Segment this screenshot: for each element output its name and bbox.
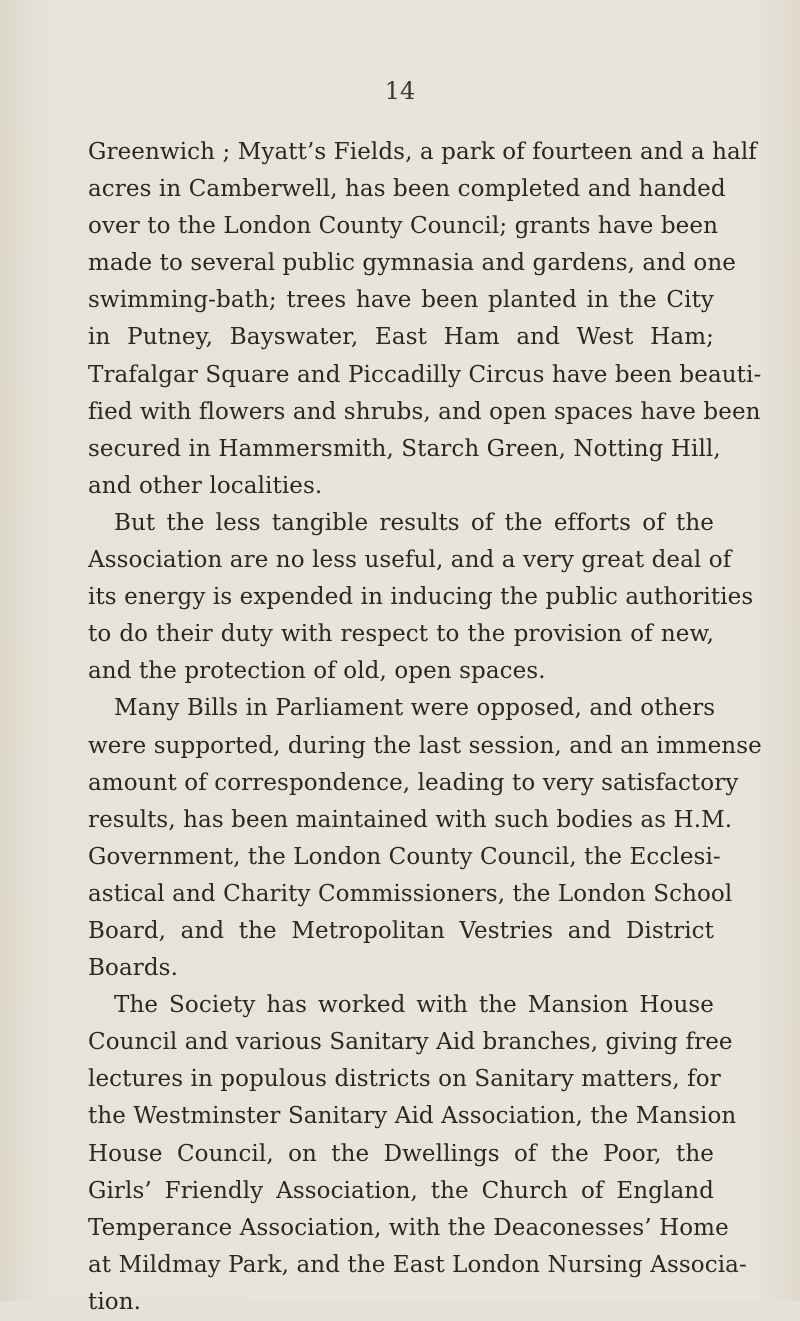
text-line: Trafalgar Square and Piccadilly Circus have been beauti- [88,361,762,388]
text-line: lectures in populous districts on Sanitary matters, for [88,1066,721,1093]
text-line: House Council, on the Dwellings of the Poor, the [88,1140,714,1167]
text-line: amount of correspondence, leading to very satisfactory [88,769,739,796]
text-line: to do their duty with respect to the provision of new, [88,621,714,648]
text-line: Government, the London County Council, the Ecclesi- [88,843,721,870]
text-line: and other localities. [88,472,323,499]
text-line: Girls’ Friendly Association, the Church of England [88,1177,714,1204]
page-number: 14 [384,77,416,105]
text-line: Greenwich ; Myatt’s Fields, a park of fourteen and a half [88,139,757,165]
text-line: fied with flowers and shrubs, and open spaces have been [88,398,761,425]
text-line: secured in Hammersmith, Starch Green, Notting Hill, [88,435,721,462]
text-line: Council and various Sanitary Aid branches, giving free [88,1029,733,1056]
text-line: Board, and the Metropolitan Vestries and District [88,917,714,944]
text-line: swimming-bath; trees have been planted in the City [88,287,714,314]
text-line: were supported, during the last session, and an immense [88,732,762,759]
text-line: results, has been maintained with such bodies as H.M. [88,806,733,833]
text-line: and the protection of old, open spaces. [88,658,546,685]
text-line: Association are no less useful, and a very great deal of [88,547,732,574]
text-line: But the less tangible results of the efforts of the [114,509,714,536]
text-line: at Mildmay Park, and the East London Nursing Associa- [88,1251,747,1278]
text-line: Many Bills in Parliament were opposed, and others [114,695,716,722]
text-line: made to several public gymnasia and gardens, and one [88,250,736,277]
text-line: the Westminster Sanitary Aid Association, the Mansion [88,1103,737,1130]
text-line: in Putney, Bayswater, East Ham and West Ham; [88,324,714,351]
text-line: Boards. [88,955,178,982]
text-line: Temperance Association, with the Deaconesses’ Home [88,1214,729,1241]
text-line: The Society has worked with the Mansion House [114,992,714,1019]
text-line: tion. [88,1288,142,1315]
text-line: its energy is expended in inducing the public authorities [88,584,754,611]
body-text [88,134,762,1321]
text-line: astical and Charity Commissioners, the London School [88,880,733,907]
text-line: acres in Camberwell, has been completed and handed [88,176,726,203]
text-line: over to the London County Council; grants have been [88,213,719,240]
